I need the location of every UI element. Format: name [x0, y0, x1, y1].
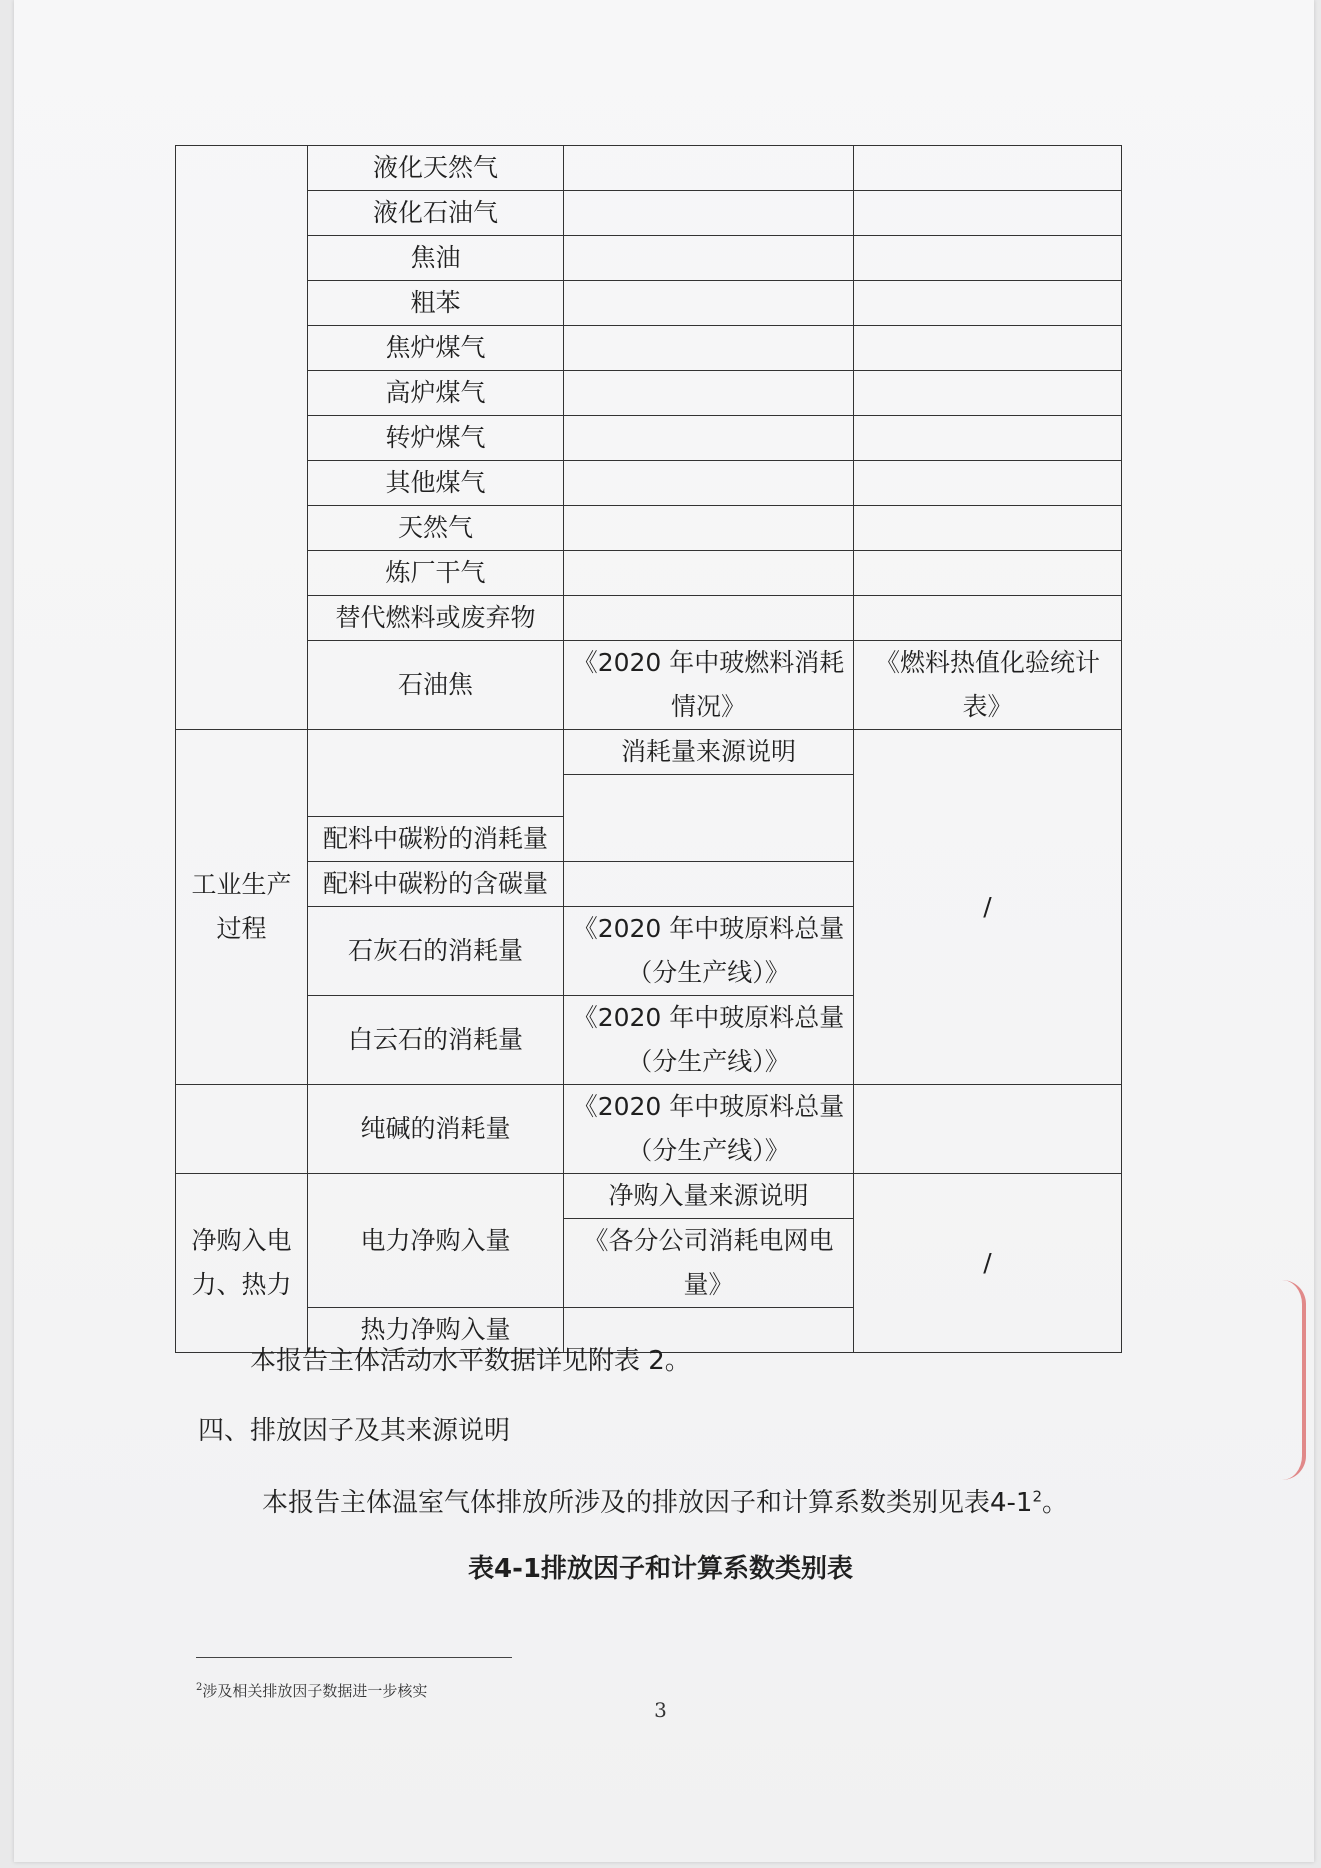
fuel-name: 其他煤气: [308, 461, 564, 506]
fuel-name: 焦炉煤气: [308, 326, 564, 371]
fuel-source: [564, 326, 854, 371]
fuel-source: [564, 146, 854, 191]
activity-data-table: [175, 145, 1122, 1353]
fuel-source: [564, 191, 854, 236]
industrial-header-blank: [308, 730, 564, 817]
activity-data-note: 本报告主体活动水平数据详见附表 2。: [250, 1346, 691, 1376]
fuel-value-source: [854, 146, 1122, 191]
industrial-source: 《2020 年中玻原料总量（分生产线）》: [564, 1085, 854, 1174]
fuel-source: [564, 416, 854, 461]
fuel-source: [564, 236, 854, 281]
fuel-value-source: 《燃料热值化验统计表》: [854, 641, 1122, 730]
industrial-slash-continued: [854, 1085, 1122, 1174]
fuel-name: 转炉煤气: [308, 416, 564, 461]
page-number: 3: [654, 1698, 667, 1722]
fuel-name: 液化石油气: [308, 191, 564, 236]
fuel-name: 天然气: [308, 506, 564, 551]
fuel-name: 替代燃料或废弃物: [308, 596, 564, 641]
industrial-item: 白云石的消耗量: [308, 996, 564, 1085]
fuel-value-source: [854, 506, 1122, 551]
seal-stamp-edge: [1282, 1280, 1306, 1480]
section-heading: 四、排放因子及其来源说明: [198, 1416, 511, 1446]
fuel-name: 粗苯: [308, 281, 564, 326]
fuel-source: [564, 596, 854, 641]
industrial-item: 配料中碳粉的消耗量: [308, 817, 564, 862]
industrial-item: 纯碱的消耗量: [308, 1085, 564, 1174]
table-caption: 表4-1排放因子和计算系数类别表: [468, 1554, 853, 1584]
fuel-value-source: [854, 551, 1122, 596]
electricity-source-header: 净购入量来源说明: [564, 1174, 854, 1219]
fuel-name: 石油焦: [308, 641, 564, 730]
fuel-value-source: [854, 416, 1122, 461]
paragraph-end: 。: [1042, 1488, 1069, 1518]
industrial-source-header: 消耗量来源说明: [564, 730, 854, 775]
fuel-source: [564, 506, 854, 551]
industrial-item: 配料中碳粉的含碳量: [308, 862, 564, 907]
industrial-category: 工业生产过程: [176, 730, 308, 1085]
fuel-source: [564, 281, 854, 326]
industrial-source: [564, 862, 854, 907]
industrial-source: 《2020 年中玻原料总量（分生产线）》: [564, 996, 854, 1085]
footnote-text: 涉及相关排放因子数据进一步核实: [202, 1682, 428, 1700]
paragraph-text: 本报告主体温室气体排放所涉及的排放因子和计算系数类别见表4-1: [262, 1488, 1033, 1518]
industrial-item-continued: [176, 1085, 308, 1174]
industrial-slash: /: [854, 730, 1122, 1085]
fuel-name: 高炉煤气: [308, 371, 564, 416]
fuel-name: 炼厂干气: [308, 551, 564, 596]
footnote-divider: [196, 1657, 512, 1658]
electricity-category: 净购入电力、热力: [176, 1174, 308, 1353]
industrial-item: 石灰石的消耗量: [308, 907, 564, 996]
electricity-slash: /: [854, 1174, 1122, 1353]
industrial-source: 《2020 年中玻原料总量（分生产线）》: [564, 907, 854, 996]
emission-factor-paragraph: [262, 1482, 1068, 1519]
fuel-value-source: [854, 236, 1122, 281]
electricity-item: 热力净购入量: [308, 1308, 564, 1353]
fuel-category-cell: [176, 146, 308, 730]
footnote-mark: 2: [196, 1682, 203, 1693]
fuel-source: [564, 371, 854, 416]
fuel-name: 液化天然气: [308, 146, 564, 191]
fuel-source: [564, 551, 854, 596]
fuel-source: [564, 461, 854, 506]
fuel-value-source: [854, 326, 1122, 371]
fuel-value-source: [854, 596, 1122, 641]
fuel-value-source: [854, 281, 1122, 326]
electricity-source: 《各分公司消耗电网电量》: [564, 1219, 854, 1308]
fuel-value-source: [854, 461, 1122, 506]
fuel-source: 《2020 年中玻燃料消耗情况》: [564, 641, 854, 730]
electricity-item: 电力净购入量: [308, 1174, 564, 1308]
fuel-name: 焦油: [308, 236, 564, 281]
industrial-source: [564, 775, 854, 862]
fuel-value-source: [854, 371, 1122, 416]
footnote-ref: 2: [1032, 1487, 1043, 1506]
fuel-value-source: [854, 191, 1122, 236]
